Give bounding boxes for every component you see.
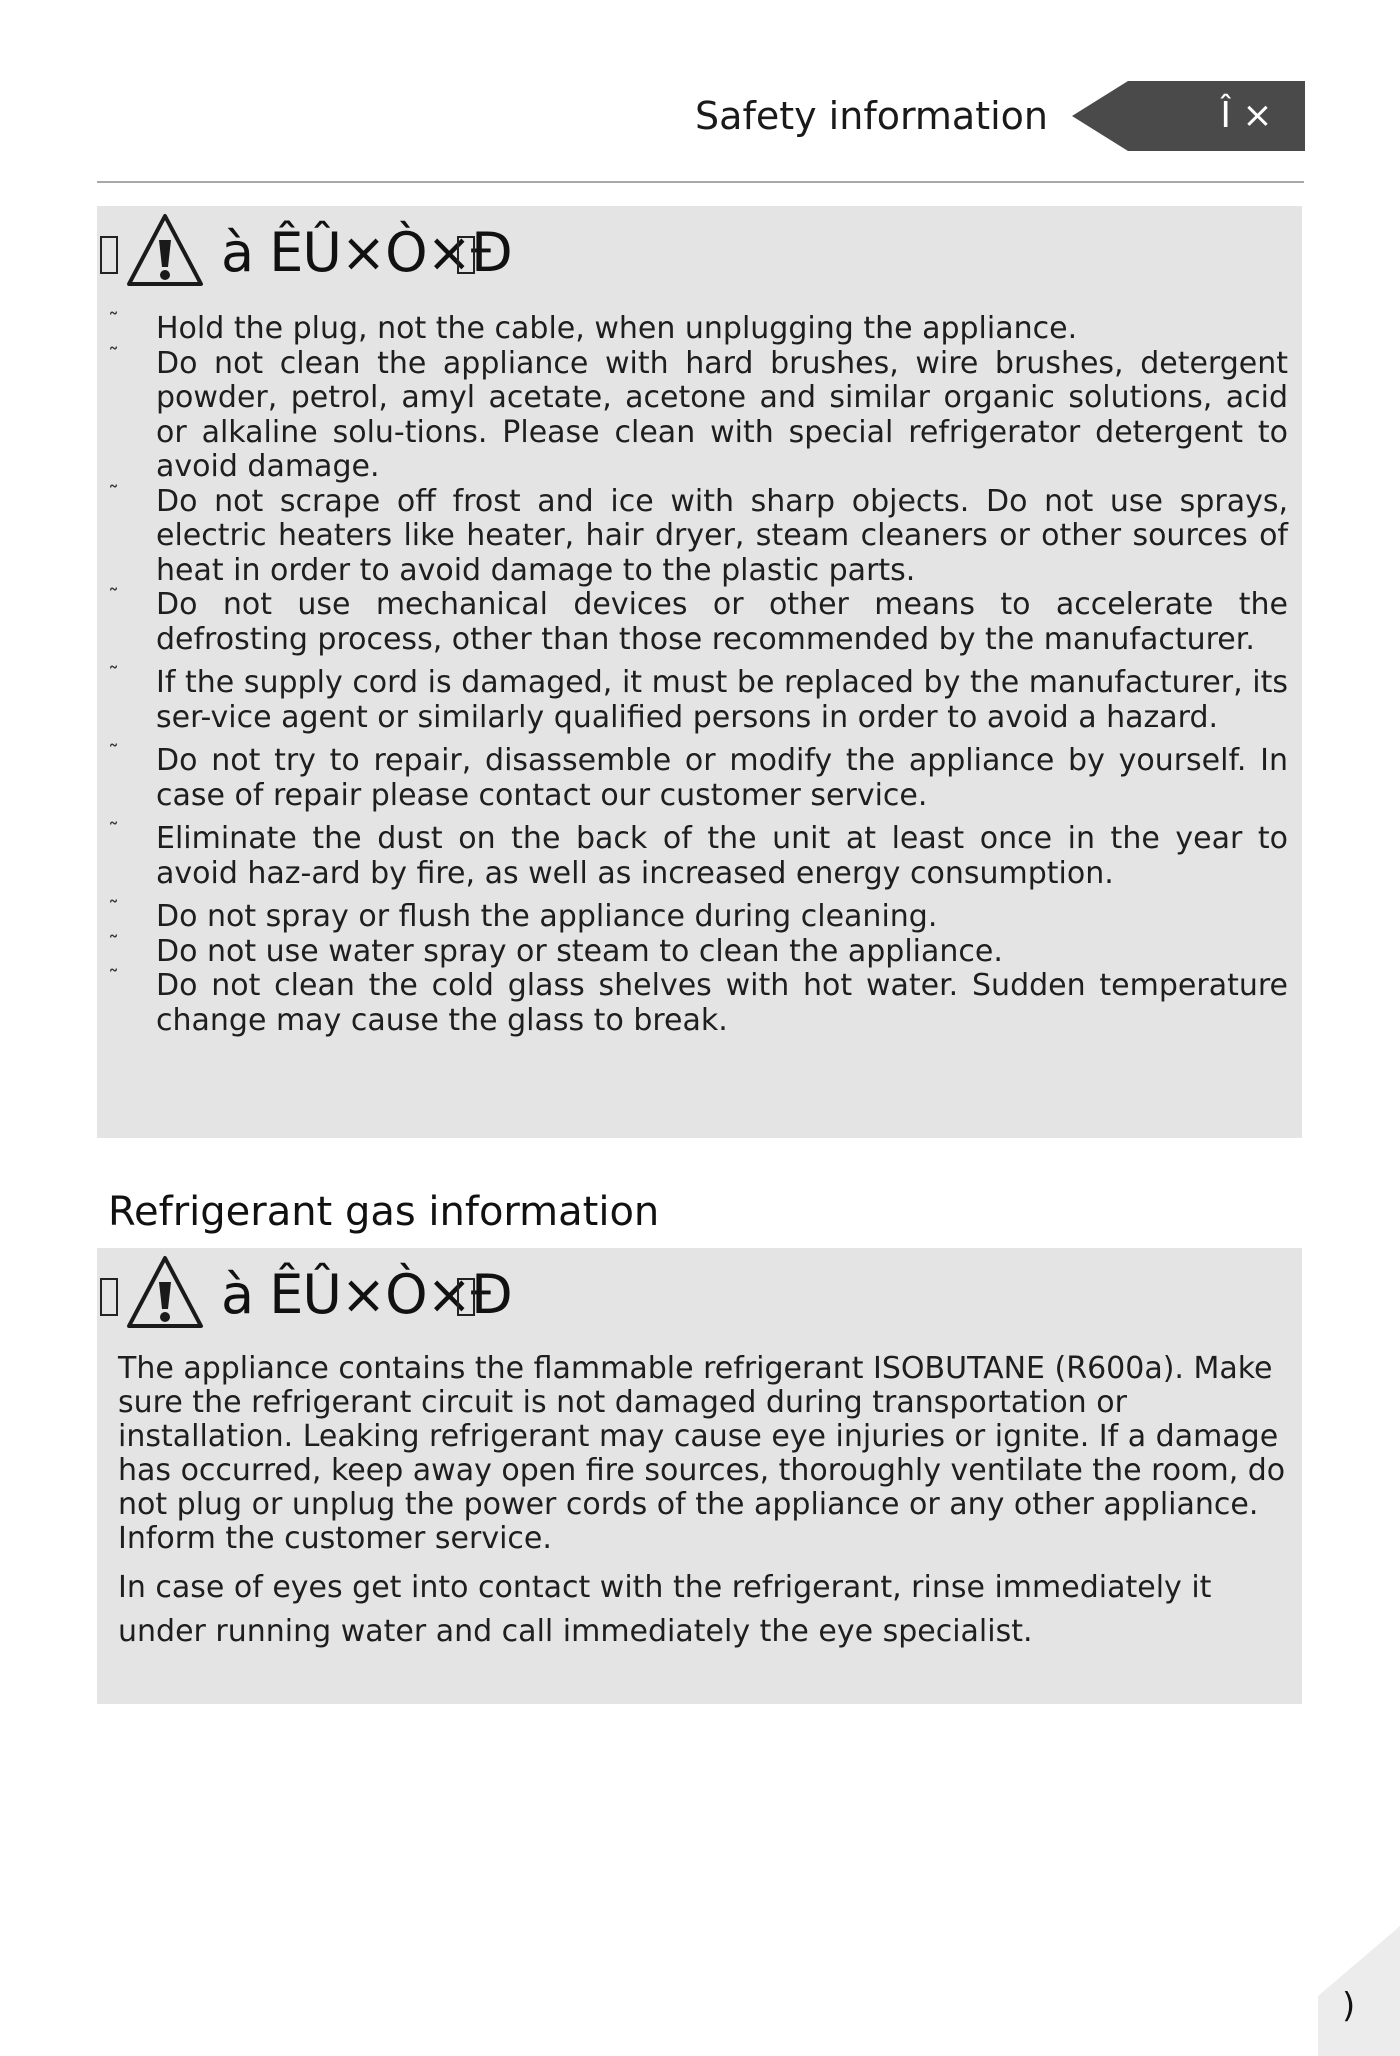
list-item: ˜ Do not try to repair, disassemble or modify the appliance by yourself. In case of repair please contact our customer service. [108, 742, 1288, 813]
eye-contact-paragraph: In case of eyes get into contact with the refrigerant, rinse immediately it under running water and call immediately the eye specialist. [118, 1570, 1212, 1649]
refrigerant-paragraph: The appliance contains the flammable refrigerant ISOBUTANE (R600a). Make sure the refrigerant circuit is not damaged during transportation or installation. Leaking refrigerant may cause eye injuries or ignite. If a damage has occurred, keep away open fire sources, thoroughly ventilate the room, do not plug or unplug the power cords of the appliance or any other appliance. Inform the customer service. [118, 1351, 1286, 1556]
page-number: ) [1342, 1986, 1356, 2026]
missing-glyph-box [457, 1278, 475, 1316]
bullet-tilde-icon: ˜ [108, 664, 119, 689]
refrigerant-section-title: Refrigerant gas information [108, 1189, 660, 1235]
section-tab [1072, 81, 1305, 151]
bullet-tilde-icon: ˜ [108, 310, 119, 335]
bullet-tilde-icon: ˜ [108, 742, 119, 767]
list-item: ˜ Do not spray or flush the appliance during cleaning. [108, 898, 938, 934]
page-section-title: Safety information [695, 94, 1048, 138]
warning-label: à ÊÛ×Ò×Ð [221, 1263, 512, 1326]
missing-glyph-box [100, 1278, 118, 1316]
bullet-tilde-icon: ˜ [108, 967, 119, 992]
refrigerant-warning-panel [97, 1248, 1302, 1704]
safety-warning-panel [97, 206, 1302, 1138]
bullet-tilde-icon: ˜ [108, 932, 119, 958]
section-tab-code: Î × [1220, 95, 1273, 136]
bullet-tilde-icon: ˜ [108, 898, 119, 923]
refrigerant-text [118, 1352, 1288, 1654]
safety-list [97, 312, 1302, 1038]
warning-header [97, 206, 697, 296]
list-item: ˜ Do not clean the cold glass shelves with hot water. Sudden temperature change may cause the glass to break. [108, 967, 1288, 1038]
bullet-tilde-icon: ˜ [108, 586, 119, 611]
bullet-tilde-icon: ˜ [108, 344, 119, 370]
missing-glyph-box [100, 236, 118, 274]
warning-triangle-icon [125, 1252, 205, 1332]
warning-label: à ÊÛ×Ò×Ð [221, 221, 512, 284]
bullet-tilde-icon: ˜ [108, 820, 119, 845]
warning-header [97, 1248, 697, 1338]
list-item: ˜ Do not scrape off frost and ice with sharp objects. Do not use sprays, electric heaters like heater, hair dryer, steam cleaners or other sources of heat in order to avoid damage to the plastic parts. [108, 482, 1288, 588]
page-corner-shape [1318, 1926, 1400, 2056]
warning-triangle-icon [125, 210, 205, 290]
list-item: ˜ Hold the plug, not the cable, when unplugging the appliance. [108, 310, 1078, 346]
list-item: ˜ Do not clean the appliance with hard brushes, wire brushes, detergent powder, petrol, amyl acetate, acetone and similar organic solutions, acid or alkaline solu-tions. Please clean with special refrigerator detergent to avoid damage. [108, 344, 1288, 484]
missing-glyph-box [457, 236, 475, 274]
list-item: ˜ If the supply cord is damaged, it must be replaced by the manufacturer, its ser-vice agent or similarly qualified persons in order to avoid a hazard. [108, 664, 1288, 735]
list-item: ˜ Do not use mechanical devices or other means to accelerate the defrosting process, other than those recommended by the manufacturer. [108, 586, 1288, 657]
header-divider [97, 181, 1304, 183]
list-item: ˜ Eliminate the dust on the back of the unit at least once in the year to avoid haz-ard by fire, as well as increased energy consumption. [108, 820, 1288, 891]
bullet-tilde-icon: ˜ [108, 482, 119, 508]
list-item: ˜ Do not use water spray or steam to clean the appliance. [108, 932, 1003, 969]
